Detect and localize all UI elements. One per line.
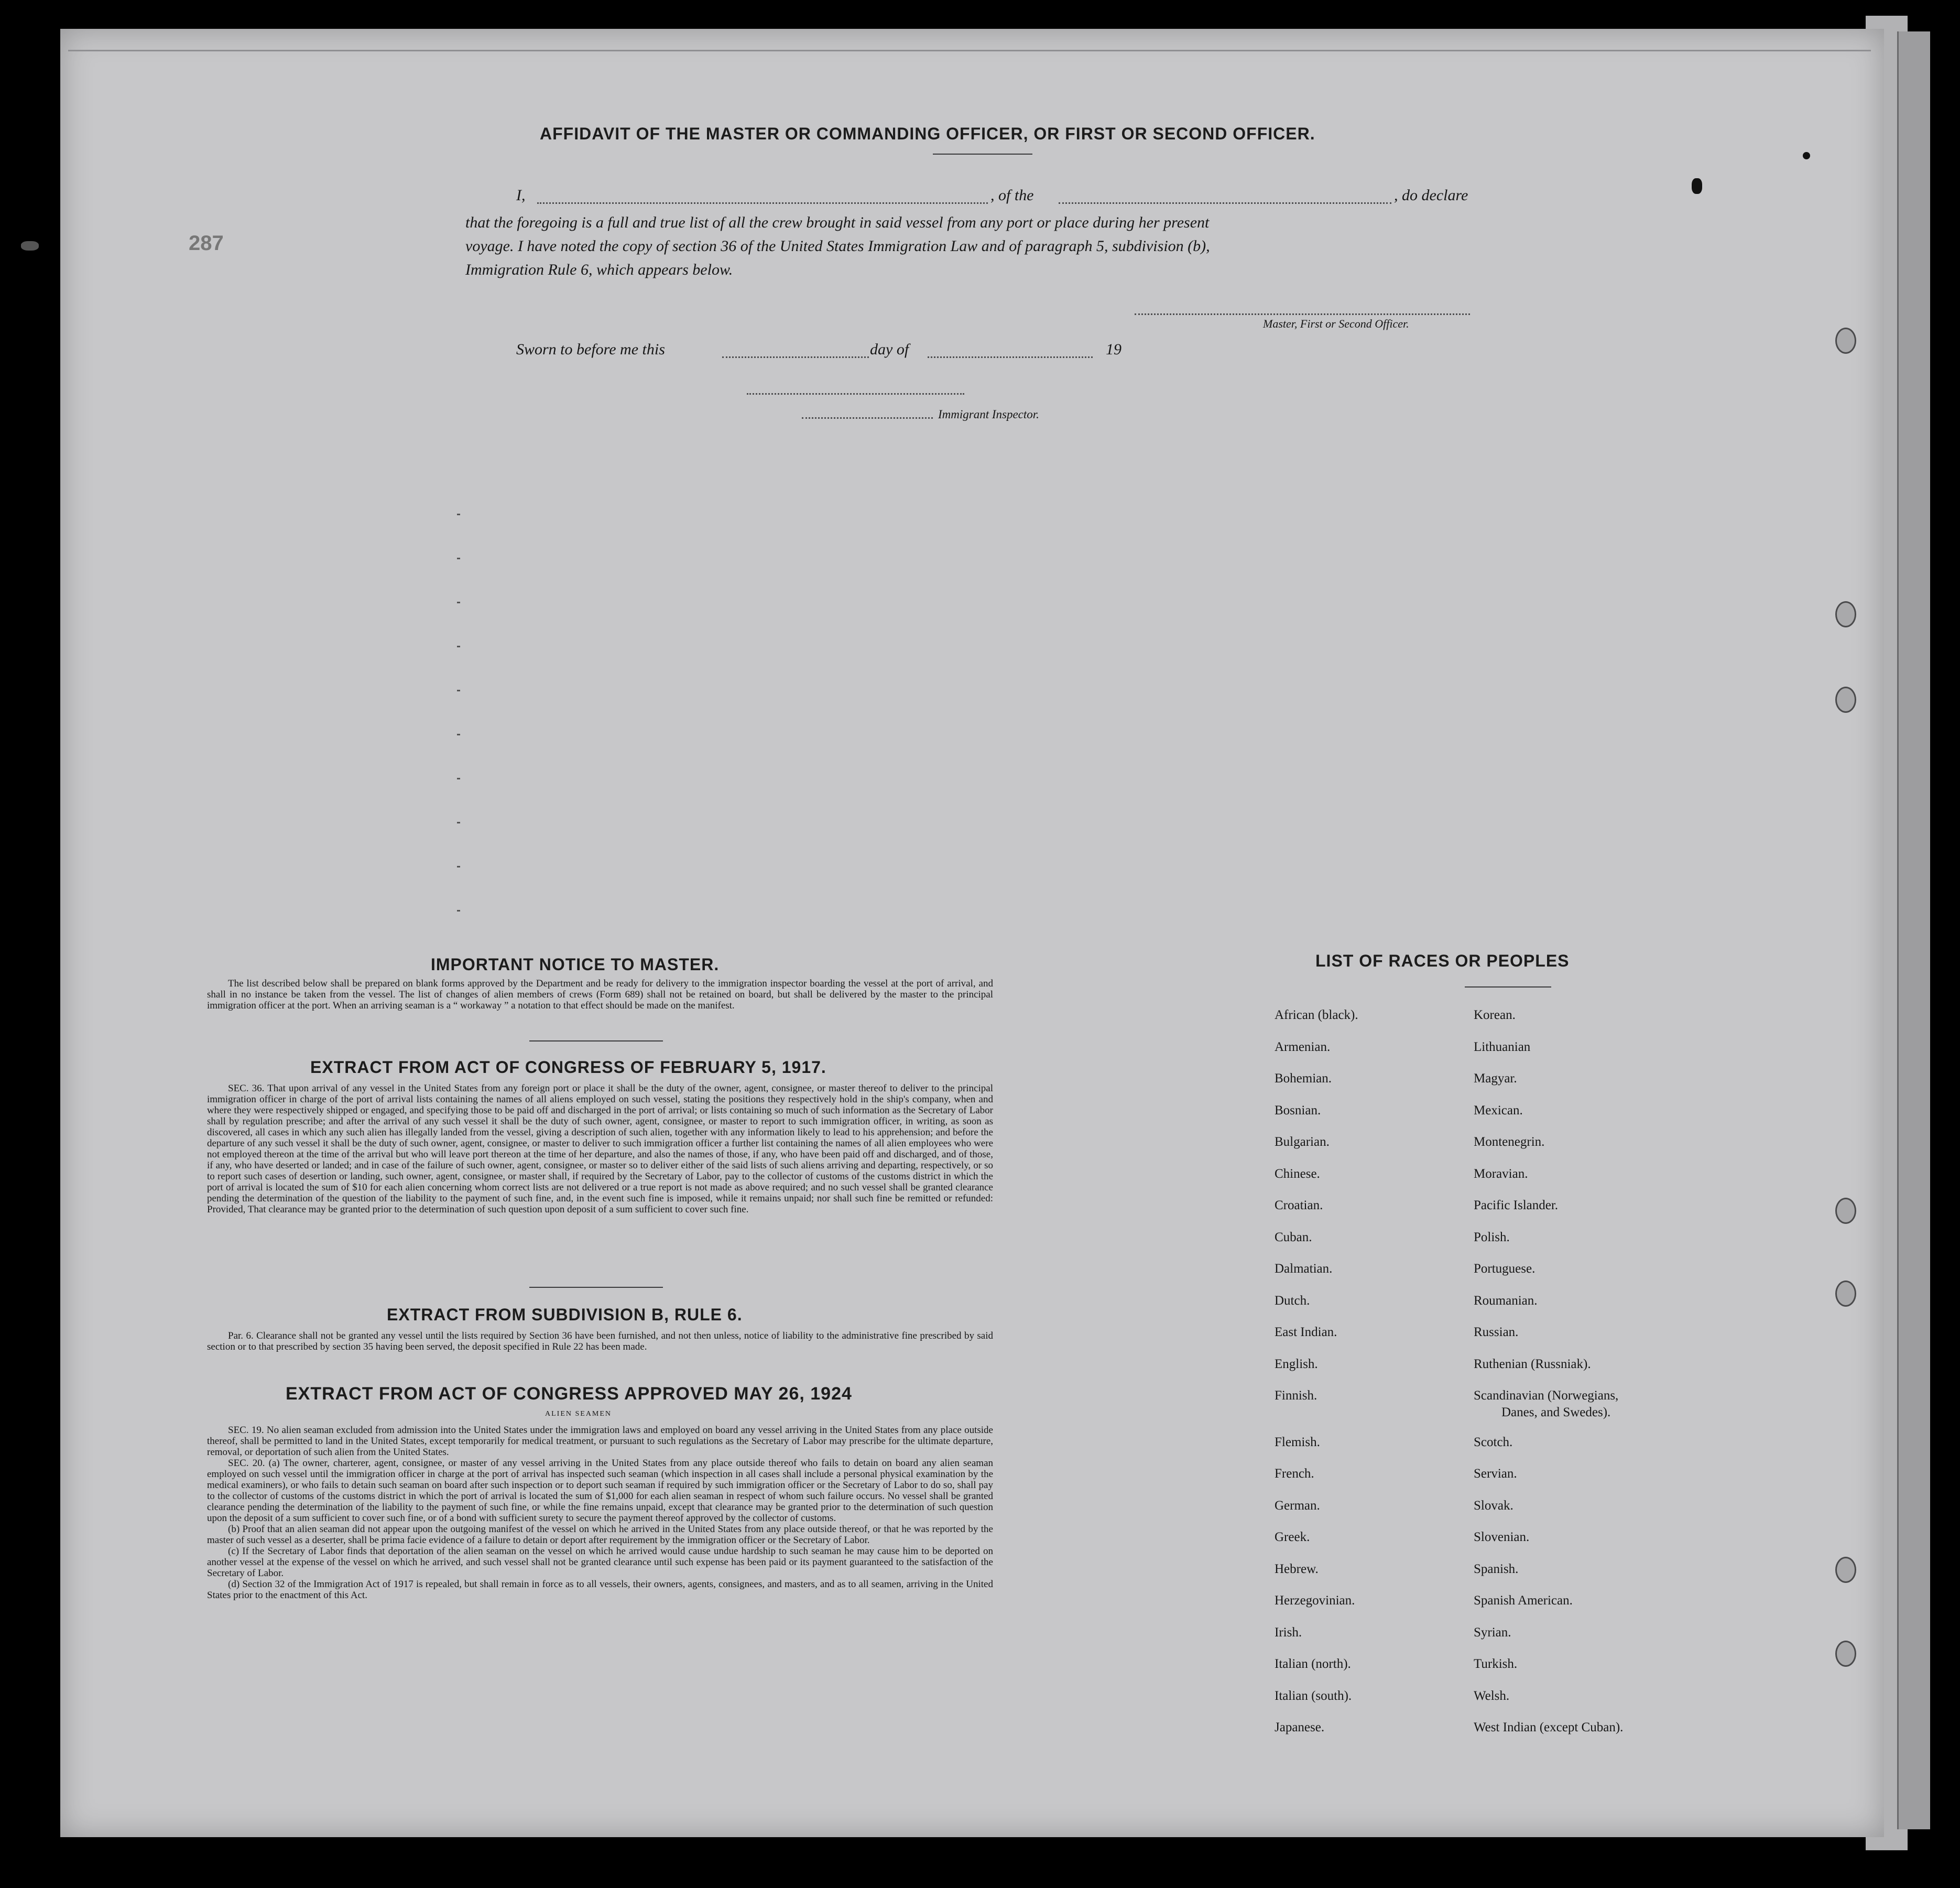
- race-item: French.: [1275, 1467, 1314, 1481]
- race-item: English.: [1275, 1357, 1318, 1371]
- race-item: Polish.: [1474, 1230, 1510, 1244]
- race-item: African (black).: [1275, 1008, 1358, 1022]
- race-item: Bohemian.: [1275, 1071, 1332, 1086]
- margin-dots: [457, 514, 460, 933]
- race-item: Chinese.: [1275, 1166, 1320, 1181]
- race-item: Russian.: [1474, 1325, 1519, 1339]
- race-item: Dalmatian.: [1275, 1262, 1333, 1276]
- race-item: Syrian.: [1474, 1625, 1511, 1640]
- race-item: Italian (north).: [1275, 1657, 1351, 1671]
- race-item: Scandinavian (Norwegians,: [1474, 1388, 1619, 1403]
- race-item: Cuban.: [1275, 1230, 1312, 1244]
- stacked-page-edge-2: [1897, 31, 1930, 1829]
- inspector-caption: Immigrant Inspector.: [938, 408, 1039, 421]
- race-item: Portuguese.: [1474, 1262, 1536, 1276]
- sworn-month-line: [928, 356, 1093, 358]
- binder-hole: [1835, 328, 1856, 354]
- sworn-prefix: Sworn to before me this: [516, 341, 665, 358]
- race-item: East Indian.: [1275, 1325, 1337, 1339]
- affidavit-divider: [933, 154, 1032, 155]
- race-item: Roumanian.: [1474, 1293, 1538, 1308]
- race-item: Korean.: [1474, 1008, 1516, 1022]
- ink-speck: [1803, 152, 1810, 159]
- binder-hole: [1835, 1641, 1856, 1667]
- race-item: Ruthenian (Russniak).: [1474, 1357, 1591, 1371]
- inspector-signature-line-2: [802, 417, 933, 419]
- race-item: Magyar.: [1474, 1071, 1517, 1086]
- affidavit-vessel-line: [1059, 202, 1391, 204]
- race-item: Slovak.: [1474, 1498, 1513, 1513]
- race-item: Italian (south).: [1275, 1688, 1352, 1703]
- race-item: Pacific Islander.: [1474, 1198, 1559, 1212]
- race-item: Servian.: [1474, 1467, 1517, 1481]
- race-item: Bosnian.: [1275, 1103, 1321, 1117]
- margin-page-number: 287: [189, 232, 224, 255]
- sworn-day-of: day of: [870, 341, 909, 358]
- act-1924-paragraph: (b) Proof that an alien seaman did not appear upon the outgoing manifest of the vessel on which he arrived in the United States from any place outside thereof, or that he was reported by the master of such vessel as a deserter, shall be prima facie evidence of a failure to detain or deport after requirement by the immigration officer or the Secretary of Labor.: [207, 1524, 993, 1546]
- race-item: Flemish.: [1275, 1435, 1320, 1449]
- race-item: Spanish American.: [1474, 1593, 1573, 1608]
- binder-hole: [1835, 1198, 1856, 1224]
- race-item: Spanish.: [1474, 1561, 1519, 1576]
- master-signature-line: [1135, 313, 1470, 315]
- race-item: Finnish.: [1275, 1388, 1317, 1403]
- race-item: Lithuanian: [1474, 1039, 1531, 1054]
- notice-body: The list described below shall be prepared on blank forms approved by the Department and be ready for delivery to the immigration inspector boarding the vessel at the port of arrival, and shall in no instance be taken from the vessel. The list of changes of alien members of crews (Form 689) shall not be retained on board, but shall be delivered by the master to the principal immigration officer at the port. When an arriving seaman is a “ workaway ” a notation to that effect should be made on the manifest.: [207, 978, 993, 1011]
- binder-hole: [1835, 687, 1856, 713]
- race-item: Greek.: [1275, 1530, 1310, 1544]
- affidavit-body-line2: that the foregoing is a full and true list of all the crew brought in said vessel from any port or place during her present: [465, 214, 1210, 231]
- act-1924-paragraph: (d) Section 32 of the Immigration Act of 1917 is repealed, but shall remain in force as to all vessels, their owners, agents, consignees, and masters, and as to all seamen, arriving in the United States prior to the enactment of this Act.: [207, 1579, 993, 1601]
- race-item: Irish.: [1275, 1625, 1302, 1640]
- race-item: Moravian.: [1474, 1166, 1528, 1181]
- affidavit-name-line: [537, 202, 988, 204]
- affidavit-do-declare: , do declare: [1394, 187, 1468, 204]
- act-1924-heading: EXTRACT FROM ACT OF CONGRESS APPROVED MAY 26, 1924: [286, 1384, 852, 1404]
- race-item: Turkish.: [1474, 1657, 1518, 1671]
- act-1924-subheading: ALIEN SEAMEN: [545, 1410, 612, 1418]
- race-item: Herzegovinian.: [1275, 1593, 1355, 1608]
- act-1924-paragraph: SEC. 20. (a) The owner, charterer, agent, consignee, or master of any vessel arriving in the United States from any place outside thereof who fails to detain on board any alien seaman employed on such vessel until the immigration officer in charge at the port of arrival has inspected such seaman (which inspection in all cases shall include a personal physical examination by the medical examiners), or who fails to detain such seaman on board after such inspection or to deport such seaman if required by such immigration officer or the Secretary of Labor to do so, shall pay to the collector of customs of the customs district in which the port of arrival is located the sum of $1,000 for each alien seaman in respect of whom such failure occurs. No vessel shall be granted clearance pending the determination of the liability to the payment of such fine, or while the fine remains unpaid, except that clearance may be granted prior to the determination of such question upon the deposit of a sum sufficient to cover such fine, or of a bond with sufficient surety to secure the payment thereof approved by the collector of customs.: [207, 1458, 993, 1524]
- race-item: Japanese.: [1275, 1720, 1325, 1734]
- rule6-heading: EXTRACT FROM SUBDIVISION B, RULE 6.: [387, 1305, 743, 1324]
- race-item: West Indian (except Cuban).: [1474, 1720, 1624, 1734]
- inspector-signature-line: [747, 393, 964, 395]
- master-caption: Master, First or Second Officer.: [1263, 317, 1409, 330]
- ink-speck: [1692, 178, 1702, 194]
- binder-hole: [1835, 1557, 1856, 1583]
- binder-hole: [1835, 601, 1856, 627]
- act-1917-divider: [529, 1287, 663, 1288]
- race-item: Montenegrin.: [1474, 1135, 1545, 1149]
- race-item: Armenian.: [1275, 1039, 1331, 1054]
- act-1917-heading: EXTRACT FROM ACT OF CONGRESS OF FEBRUARY 5, 1917.: [310, 1058, 826, 1077]
- races-heading: LIST OF RACES OR PEOPLES: [1315, 951, 1570, 970]
- affidavit-body-line3: voyage. I have noted the copy of section 36 of the United States Immigration Law and of paragraph 5, subdivision (b),: [465, 237, 1210, 255]
- race-item: Croatian.: [1275, 1198, 1323, 1212]
- binder-hole: [1835, 1281, 1856, 1307]
- affidavit-body-line4: Immigration Rule 6, which appears below.: [465, 261, 733, 278]
- affidavit-i: I,: [516, 187, 526, 204]
- affidavit-of-the: , of the: [990, 187, 1034, 204]
- act-1924-body: [207, 1425, 993, 1601]
- race-item: Slovenian.: [1474, 1530, 1530, 1544]
- notice-heading: IMPORTANT NOTICE TO MASTER.: [431, 955, 720, 974]
- race-item: Mexican.: [1474, 1103, 1523, 1117]
- race-item: Bulgarian.: [1275, 1135, 1330, 1149]
- act-1917-body: SEC. 36. That upon arrival of any vessel in the United States from any foreign port or place it shall be the duty of the owner, agent, consignee, or master thereof to deliver to the principal immigration officer in charge of the port of arrival lists containing the names of all aliens employed on such vessel, stating the positions they respectively hold in the ship's company, when and where they were respectively shipped or engaged, and specifying those to be paid off and discharged in the port of arrival; or lists containing so much of such information as the Secretary of Labor shall by regulation prescribe; and after the arrival of any such vessel it shall be the duty of such owner, agent, consignee, or master to report to such immigration officer, in writing, as soon as discovered, all cases in which any such alien has illegally landed from the vessel, giving a description of such alien, together with any information likely to lead to his apprehension; and before the departure of any such vessel it shall be the duty of such owner, agent, consignee, or master to deliver to such immigration officer a further list containing the names of all alien employees who were not employed thereon at the time of the arrival but who will leave port thereon at the time of her departure, and also the names of those, if any, who have been paid off and discharged, and of those, if any, who have deserted or landed; and in case of the failure of such owner, agent, consignee, or master so to deliver either of the said lists of such aliens arriving and departing, respectively, or so to report such cases of desertion or landing, such owner, agent, consignee, or master shall, if required by the Secretary of Labor, pay to the collector of customs of the customs district in which the port of arrival is located the sum of $10 for each alien concerning whom correct lists are not delivered or a true report is not made as above required; and no such vessel shall be granted clearance pending the determination of the question of the liability to the payment of such fine, and, in the event such fine is imposed, while it remains unpaid; nor shall such fine be remitted or refunded: Provided, That clearance may be granted prior to the determination of such question upon deposit of a sum sufficient to cover such fine.: [207, 1083, 993, 1215]
- race-item: Dutch.: [1275, 1293, 1310, 1308]
- races-divider: [1465, 986, 1551, 988]
- rule6-body: Par. 6. Clearance shall not be granted any vessel until the lists required by Section 36 have been furnished, and not then unless, notice of liability to the administrative fine prescribed by said section or to that prescribed by section 35 having been served, the deposit specified in Rule 22 has been made.: [207, 1330, 993, 1352]
- race-item: German.: [1275, 1498, 1320, 1513]
- race-item: Welsh.: [1474, 1688, 1510, 1703]
- act-1924-paragraph: (c) If the Secretary of Labor finds that deportation of the alien seaman on the vessel on which he arrived would cause undue hardship to such seaman he may cause him to be deported on another vessel at the expense of the vessel on which he arrived, and such vessel shall not be granted clearance until such expense has been paid or its payment guaranteed to the satisfaction of the Secretary of Labor.: [207, 1546, 993, 1579]
- ink-speck: [21, 241, 39, 251]
- top-border-line: [68, 50, 1871, 51]
- race-item: Hebrew.: [1275, 1561, 1319, 1576]
- sworn-day-line: [722, 356, 869, 358]
- act-1924-paragraph: SEC. 19. No alien seaman excluded from admission into the United States under the immigration laws and employed on board any vessel arriving in the United States from any place outside thereof, shall be permitted to land in the United States, except temporarily for medical treatment, or pursuant to such regulations as the Secretary of Labor may prescribe for the ultimate departure, removal, or deportation of such alien from the United States.: [207, 1425, 993, 1458]
- notice-divider: [529, 1040, 663, 1041]
- sworn-year: 19: [1106, 341, 1121, 358]
- race-item: Scotch.: [1474, 1435, 1513, 1449]
- affidavit-heading: AFFIDAVIT OF THE MASTER OR COMMANDING OFFICER, OR FIRST OR SECOND OFFICER.: [540, 124, 1315, 143]
- race-item-scandinavian-cont: Danes, and Swedes).: [1501, 1405, 1611, 1419]
